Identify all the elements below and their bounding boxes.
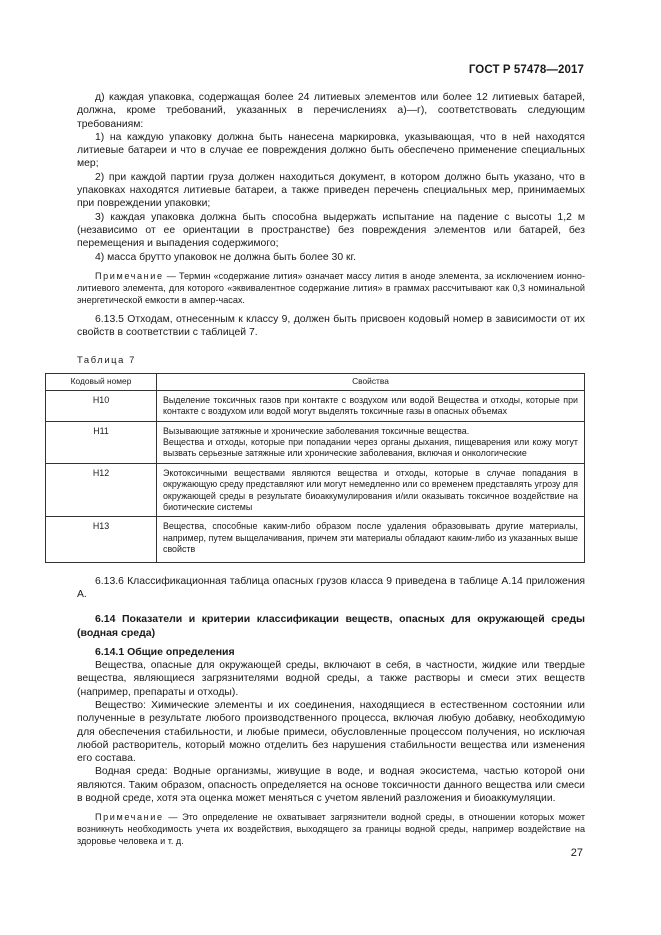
table-cell-code: H12	[46, 463, 157, 517]
page-content	[70, 91, 586, 847]
table-cell-code: H10	[46, 390, 157, 421]
note-text: — Термин «содержание лития» означает массу лития в аноде элемента, за исключением ионно-литиевого элемента, для которого «эквивалентное содержание лития» в граммах рассчитывают как 0,3 номинальной энергетической емкости в ампер-часах.	[77, 270, 585, 305]
table-header-props: Свойства	[157, 373, 585, 390]
table-cell-props: Вызывающие затяжные и хронические заболевания токсичные вещества. Вещества и отходы, которые при попадании через органы дыхания, пищеварения или кожу могут вызвать серьезные затяжные или хронические заболевания, включая и онкологические	[157, 421, 585, 463]
paragraph: 6.13.5 Отходам, отнесенным к классу 9, должен быть присвоен кодовый номер в зависимости от их свойств в соответствии с таблицей 7.	[77, 313, 585, 339]
table-row	[46, 517, 585, 562]
paragraph: 3) каждая упаковка должна быть способна выдержать испытание на падение с высоты 1,2 м (независимо от ее ориентации в пространстве) без повреждения элементов или батарей, без перемещения и выпадения содержимого;	[77, 211, 585, 250]
table-row	[46, 463, 585, 517]
paragraph: 2) при каждой партии груза должен находиться документ, в котором должно быть указано, что в упаковках находятся литиевые батареи, а также приведен перечень специальных мер, принимаемых при повреждении упаковки;	[77, 171, 585, 210]
note-text: — Это определение не охватывает загрязнители водной среды, в отношении которых может возникнуть необходимость учета их воздействия, выходящего за границы водной среды, например воздействие на здоровье человека и т. д.	[77, 812, 586, 847]
paragraph: Вещества, опасные для окружающей среды, включают в себя, в частности, жидкие или твердые вещества, являющиеся загрязнителями водной среды, а также растворы и смеси этих веществ (например, препараты и отходы).	[77, 660, 585, 698]
table-cell-props: Вещества, способные каким-либо образом после удаления образовывать другие материалы, например, путем выщелачивания, причем эти материалы обладают каким-либо из указанных выше свойств	[157, 517, 585, 562]
note	[77, 811, 585, 847]
table-caption: Таблица 7	[77, 354, 136, 366]
note-label: Примечание	[95, 812, 164, 823]
section-heading: 6.14 Показатели и критерии классификации веществ, опасных для окружающей среды (водная среда)	[77, 613, 585, 639]
properties-table	[45, 373, 585, 563]
table-cell-code: H11	[46, 421, 157, 463]
table-cell-code: H13	[46, 517, 157, 562]
subsection-heading: 6.14.1 Общие определения	[95, 645, 235, 658]
paragraph: 1) на каждую упаковку должна быть нанесена маркировка, указывающая, что в ней находятся литиевые батареи и что в случае ее повреждения должно быть обеспечено применение специальных мер;	[77, 131, 585, 170]
paragraph: Водная среда: Водные организмы, живущие в воде, и водная экосистема, частью которой они являются. Таким образом, опасность определяется на основе токсичности данного вещества или смеси в водной среде, хотя эта оценка может меняться с учетом явлений разложения и биоаккумуляции.	[77, 766, 585, 805]
table-cell-props: Экотоксичными веществами являются вещества и отходы, которые в случае попадания в окружающую среду представляют или могут немедленно или со временем представлять угрозу для окружающей среды в результате биоаккумулирования и/или оказывать токсичное воздействие на биотические системы	[157, 463, 585, 517]
table-row	[46, 390, 585, 421]
paragraph: 4) масса брутто упаковок не должна быть более 30 кг.	[95, 251, 356, 263]
paragraph: д) каждая упаковка, содержащая более 24 литиевых элементов или более 12 литиевых батарей, должна, кроме требований, указанных в перечислениях а)—г), соответствовать следующим требованиям:	[77, 92, 585, 130]
document-header: ГОСТ Р 57478—2017	[468, 64, 584, 76]
table-header-code: Кодовый номер	[46, 373, 157, 390]
note-label: Примечание	[95, 270, 164, 281]
page-number: 27	[570, 847, 583, 859]
table-row	[46, 421, 585, 463]
note	[77, 270, 585, 306]
paragraph: Вещество: Химические элементы и их соединения, находящиеся в естественном состоянии или полученные в результате любого производственного процесса, включая любую добавку, необходимую для обеспечения стабильности, и любые примеси, обусловленные процессом получения, но исключая любой растворитель, который можно отделить без нарушения стабильности вещества или изменения его состава.	[77, 700, 585, 765]
table-cell-props: Выделение токсичных газов при контакте с воздухом или водой Вещества и отходы, которые при контакте с воздухом или водой могут выделять токсичные газы в опасных объемах	[157, 390, 585, 421]
paragraph: 6.13.6 Классификационная таблица опасных грузов класса 9 приведена в таблице А.14 приложения А.	[77, 575, 585, 600]
